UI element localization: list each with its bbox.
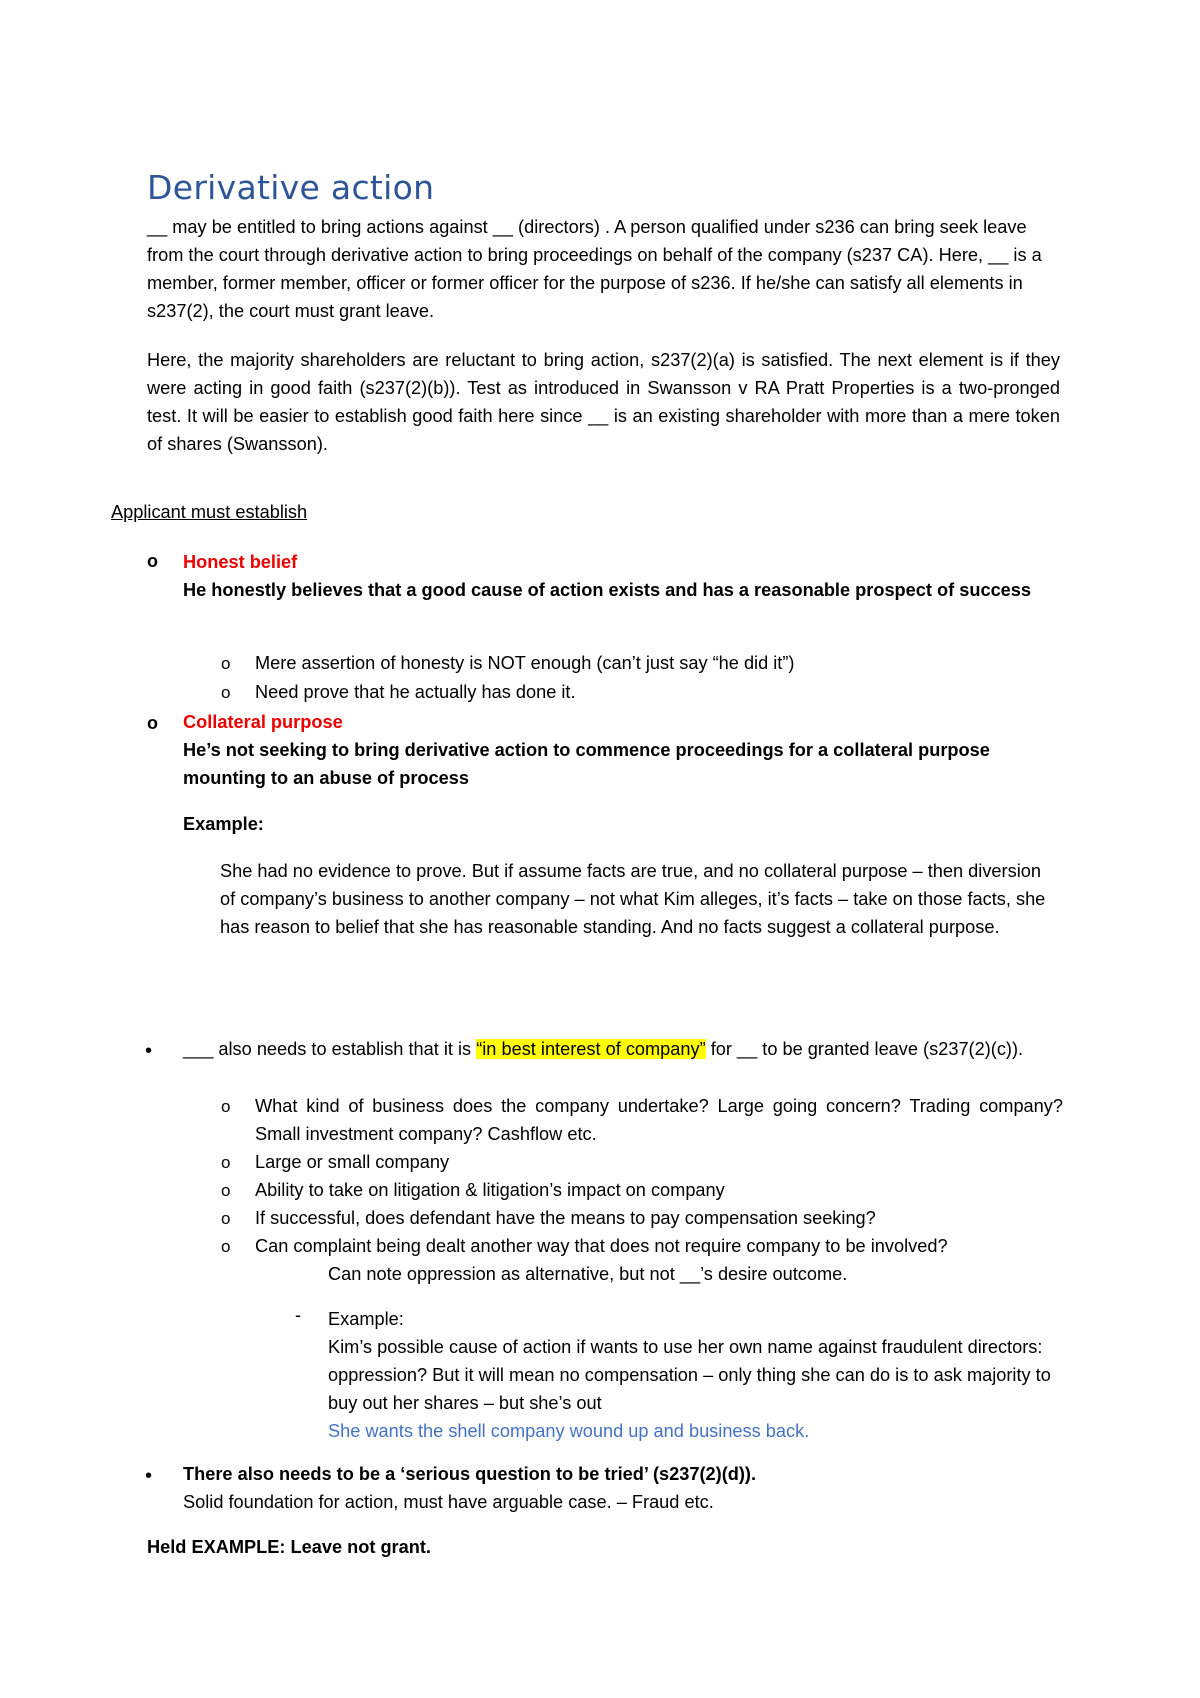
serious-question-item <box>183 1460 1063 1516</box>
sub-marker-o: o <box>221 1237 231 1256</box>
highlighted-text: “in best interest of company” <box>476 1039 706 1059</box>
best-interest-post: for __ to be granted leave (s237(2)(c)). <box>705 1039 1024 1059</box>
honest-sub-item: Need prove that he actually has done it. <box>255 682 576 702</box>
sub-marker-o: o <box>221 683 231 702</box>
sub-marker-o: o <box>221 1097 231 1116</box>
honest-belief-item <box>183 548 1063 604</box>
sub-marker-o: o <box>221 1153 231 1172</box>
collateral-example-text: She had no evidence to prove. But if assume facts are true, and no collateral purpose – then diversion of company’s business to another company – not what Kim alleges, it’s facts – take on those facts, she has reason to belief that she has reasonable standing. And no facts suggest a collateral purpose. <box>220 861 1046 937</box>
serious-question-text: Solid foundation for action, must have arguable case. – Fraud etc. <box>183 1492 714 1512</box>
best-interest-sub-item: If successful, does defendant have the means to pay compensation seeking? <box>255 1208 876 1228</box>
best-interest-example <box>328 1305 1060 1445</box>
example-label: Example: <box>328 1309 404 1329</box>
sub-marker-o: o <box>221 1209 231 1228</box>
list-marker-o: o <box>147 551 158 571</box>
honest-belief-heading: Honest belief <box>183 552 298 572</box>
page-title: Derivative action <box>147 168 435 207</box>
best-interest-sub-item: Ability to take on litigation & litigation’s impact on company <box>255 1180 725 1200</box>
best-interest-sub-item: Can complaint being dealt another way that does not require company to be involved? <box>255 1236 948 1256</box>
list-marker-o: o <box>147 713 158 733</box>
best-interest-sub-item: Large or small company <box>255 1152 450 1172</box>
bullet-marker: • <box>145 1040 153 1062</box>
held-line: Held EXAMPLE: Leave not grant. <box>147 1537 431 1557</box>
collateral-purpose-heading: Collateral purpose <box>183 712 343 732</box>
oppression-note: Can note oppression as alternative, but not __’s desire outcome. <box>328 1264 848 1284</box>
applicant-heading: Applicant must establish <box>111 502 308 522</box>
best-interest-pre: ___ also needs to establish that it is <box>183 1039 477 1059</box>
sub-marker-o: o <box>221 1181 231 1200</box>
example-label: Example: <box>183 814 264 834</box>
honest-sub-item: Mere assertion of honesty is NOT enough (can’t just say “he did it”) <box>255 653 795 673</box>
best-interest-item <box>183 1035 1063 1063</box>
example-text: Kim’s possible cause of action if wants to use her own name against fraudulent directors: oppression? But it will mean no compensation – only thing she can do is to ask majority to buy out her shares – but she’s out <box>328 1337 1051 1413</box>
sub-marker-o: o <box>221 654 231 673</box>
honest-belief-text: He honestly believes that a good cause of action exists and has a reasonable prospect of success <box>183 580 1032 600</box>
collateral-purpose-item <box>183 708 1063 838</box>
example-blue-text: She wants the shell company wound up and business back. <box>328 1421 810 1441</box>
bullet-marker: • <box>145 1465 153 1487</box>
dash-marker: - <box>295 1305 301 1325</box>
serious-question-heading: There also needs to be a ‘serious question to be tried’ (s237(2)(d)). <box>183 1464 757 1484</box>
best-interest-sub-item: What kind of business does the company undertake? Large going concern? Trading company? Small investment company? Cashflow etc. <box>255 1096 1063 1144</box>
intro-paragraph: __ may be entitled to bring actions against __ (directors) . A person qualified under s236 can bring seek leave from the court through derivative action to bring proceedings on behalf of the company (s237 CA). Here, __ is a member, former member, officer or former officer for the purpose of s236. If he/she can satisfy all elements in s237(2), the court must grant leave. <box>147 217 1042 321</box>
collateral-purpose-text: He’s not seeking to bring derivative action to commence proceedings for a collateral purpose mounting to an abuse of process <box>183 740 990 788</box>
good-faith-paragraph: Here, the majority shareholders are reluctant to bring action, s237(2)(a) is satisfied. The next element is if they were acting in good faith (s237(2)(b)). Test as introduced in Swansson v RA Pratt Properties is a two-pronged test. It will be easier to establish good faith here since __ is an existing shareholder with more than a mere token of shares (Swansson). <box>147 350 1060 454</box>
